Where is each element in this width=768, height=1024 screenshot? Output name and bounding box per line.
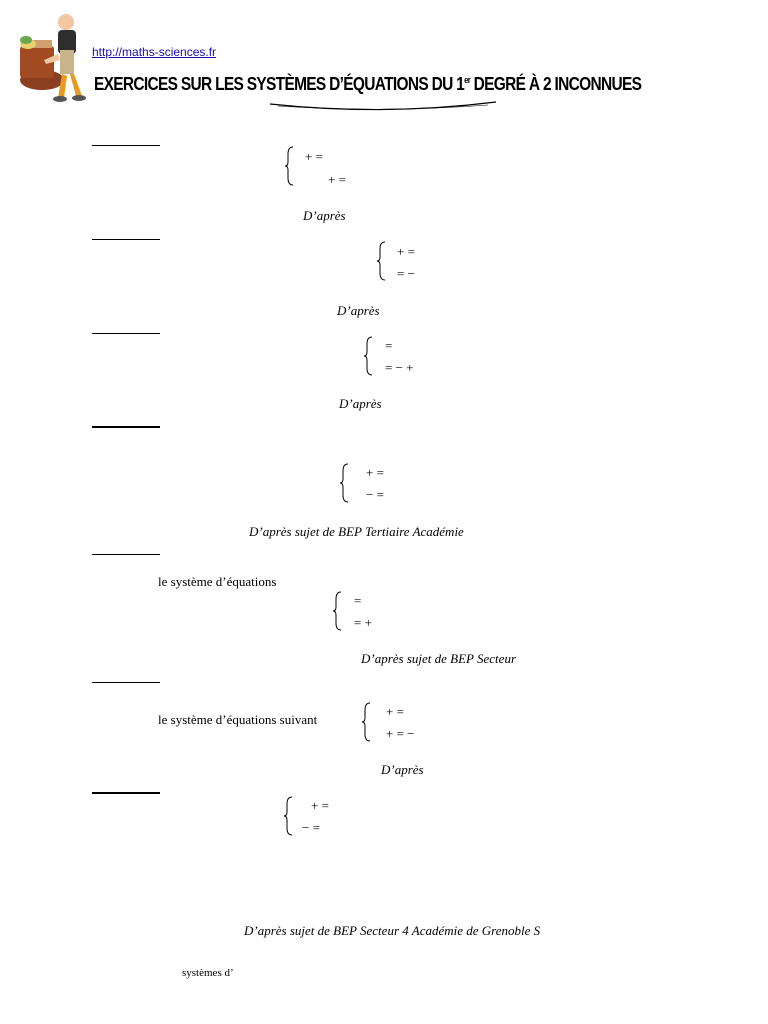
page-title [94, 74, 641, 95]
mascot-logo [14, 10, 88, 104]
exercise-2-heading-rule [92, 239, 160, 240]
exercise-4-equation-1: + = [366, 465, 384, 480]
exercise-4-heading-rule [92, 426, 160, 428]
title-text-end: DEGRÉ À 2 INCONNUES [470, 74, 642, 94]
exercise-7-heading-rule [92, 792, 160, 794]
exercise-7-brace [284, 796, 294, 836]
exercise-7-source: D’après sujet de BEP Secteur 4 Académie de Grenoble S [244, 923, 541, 938]
exercise-5-brace [333, 591, 343, 631]
exercise-1-equation-1: + = [305, 149, 323, 164]
site-link[interactable]: http://maths-sciences.fr [92, 45, 217, 59]
exercise-2-brace [377, 241, 387, 281]
exercise-4-brace [340, 463, 350, 503]
exercise-3-source: D’après [339, 396, 382, 411]
title-text: EXERCICES SUR LES SYSTÈMES D’ÉQUATIONS DU 1 [94, 74, 465, 94]
exercise-5-source: D’après sujet de BEP Secteur [361, 651, 516, 666]
exercise-5-equation-1: = [354, 593, 362, 608]
exercise-1-heading-rule [92, 145, 160, 146]
exercise-3-equation-2: = − + [385, 360, 414, 375]
exercise-3-equation-1: = [385, 338, 393, 353]
exercise-7-equation-2: − = [302, 820, 320, 835]
exercise-3-heading-rule [92, 333, 160, 334]
exercise-1-source: D’après [303, 208, 346, 223]
exercise-7-equation-1: + = [311, 798, 329, 813]
exercise-6-source: D’après [381, 762, 424, 777]
title-underline-swoosh [268, 98, 498, 116]
exercise-4-source: D’après sujet de BEP Tertiaire Académie [249, 524, 464, 539]
exercise-5-text: le système d’équations [158, 574, 277, 589]
exercise-6-brace [362, 702, 372, 742]
footer-text: systèmes d’ [182, 967, 234, 979]
exercise-2-equation-2: = − [397, 266, 415, 281]
title-superscript: er [464, 75, 471, 85]
exercise-3-brace [364, 336, 374, 376]
exercise-5-heading-rule [92, 554, 160, 555]
exercise-5-equation-2: = + [354, 615, 372, 630]
exercise-6-equation-2: + = − [386, 726, 415, 741]
exercise-6-heading-rule [92, 682, 160, 683]
exercise-1-brace [285, 146, 295, 186]
exercise-2-equation-1: + = [397, 244, 415, 259]
exercise-2-source: D’après [337, 303, 380, 318]
exercise-4-equation-2: − = [366, 487, 384, 502]
exercise-1-equation-2: + = [328, 172, 346, 187]
exercise-6-equation-1: + = [386, 704, 404, 719]
exercise-6-text: le système d’équations suivant [158, 712, 318, 727]
